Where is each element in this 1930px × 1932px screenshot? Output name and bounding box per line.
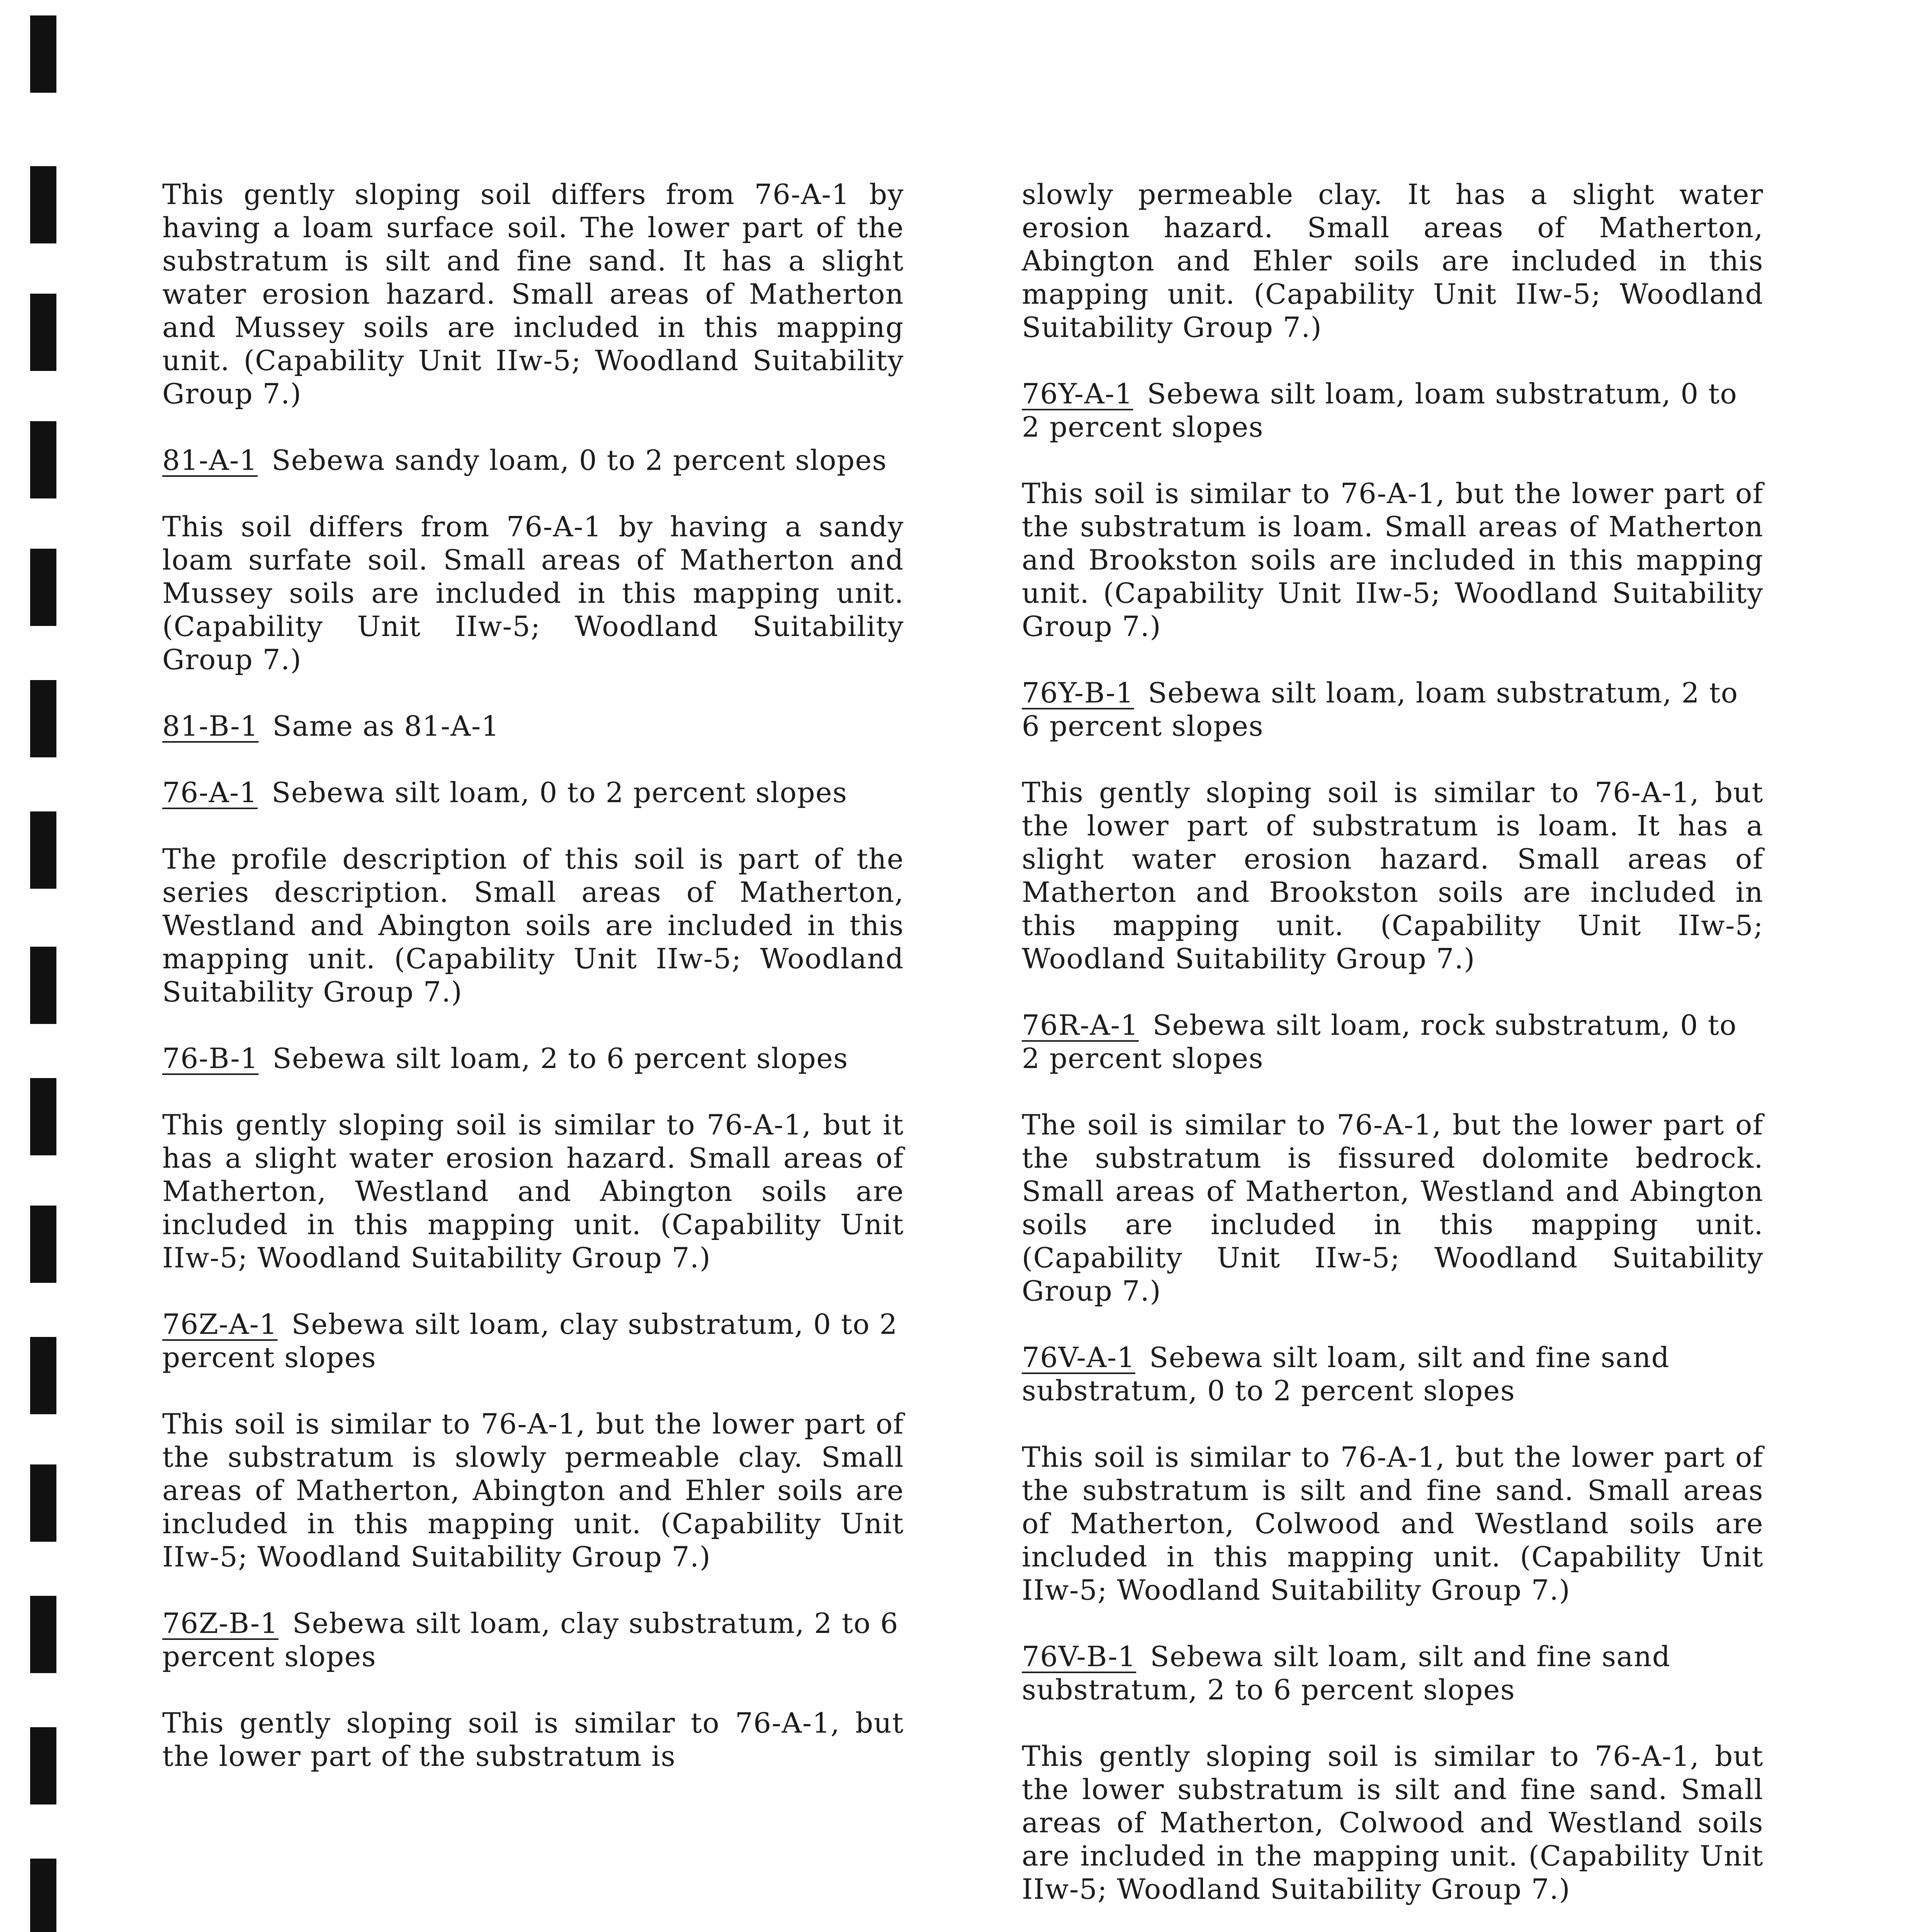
soil-unit-heading [162,1607,904,1673]
binding-mark [30,421,56,498]
binding-mark [30,1727,56,1804]
binding-mark [30,1464,56,1542]
soil-unit-code: 76V-B-1 [1022,1640,1137,1673]
soil-unit-title: Sebewa silt loam, rock substratum, 0 to 2 percent slopes [1022,1009,1737,1075]
soil-unit-title: Sebewa silt loam, loam substratum, 2 to 6 percent slopes [1022,677,1738,742]
block-gap [1022,975,1764,1009]
soil-unit-code: 76-A-1 [162,776,258,809]
description-paragraph: This gently sloping soil is similar to 76-A-1, but it has a slight water erosion hazard. Small areas of Matherton, Westland and Abington soils are included in this mapping unit. (Capability Unit IIw-5; Woodland Suitability Group 7.) [162,1109,904,1274]
block-gap [162,809,904,842]
soil-unit-title: Sebewa silt loam, clay substratum, 0 to 2 percent slopes [162,1308,898,1374]
binding-mark [30,294,56,371]
soil-unit-title: Sebewa silt loam, silt and fine sand substratum, 0 to 2 percent slopes [1022,1341,1670,1407]
description-paragraph: The soil is similar to 76-A-1, but the lower part of the substratum is fissured dolomite bedrock. Small areas of Matherton, Westland and Abington soils are included in this mapping unit. (Capability Unit IIw-5; Woodland Suitability Group 7.) [1022,1109,1764,1307]
description-paragraph: This gently sloping soil is similar to 76-A-1, but the lower part of the substratum is [162,1707,904,1772]
soil-unit-heading [1022,1009,1764,1075]
soil-unit-title: Sebewa silt loam, 2 to 6 percent slopes [272,1042,848,1075]
soil-unit-title: Sebewa silt loam, clay substratum, 2 to 6 percent slopes [162,1607,899,1673]
block-gap [162,1673,904,1706]
soil-unit-heading [162,709,904,743]
description-paragraph: The profile description of this soil is part of the series description. Small areas of Matherton, Westland and Abington soils are included in this mapping unit. (Capability Unit IIw-5; Woodland Suitability Group 7.) [162,843,904,1008]
binding-mark [30,1859,56,1932]
binding-mark [30,1206,56,1283]
block-gap [162,676,904,709]
soil-unit-title: Sebewa silt loam, silt and fine sand substratum, 2 to 6 percent slopes [1022,1640,1671,1706]
block-gap [162,477,904,510]
soil-unit-code: 76V-A-1 [1022,1341,1135,1374]
soil-unit-heading [162,1042,904,1075]
soil-unit-code: 76Y-A-1 [1022,378,1133,410]
soil-unit-heading [1022,1640,1764,1706]
soil-unit-heading [1022,676,1764,743]
block-gap [1022,743,1764,776]
soil-unit-title: Sebewa silt loam, 0 to 2 percent slopes [272,776,848,809]
description-paragraph: This soil is similar to 76-A-1, but the lower part of the substratum is slowly permeable clay. Small areas of Matherton, Abington and Ehler soils are included in this mapping unit. (Capability Unit IIw-5; Woodland Suitability Group 7.) [162,1408,904,1573]
binding-mark [30,811,56,889]
block-gap [1022,1407,1764,1440]
left-column [162,178,904,1773]
binding-mark [30,1337,56,1414]
soil-unit-code: 81-B-1 [162,710,259,742]
binding-mark [30,947,56,1024]
binding-mark [30,1078,56,1155]
soil-unit-code: 76R-A-1 [1022,1009,1139,1041]
soil-unit-title: Same as 81-A-1 [272,710,500,742]
right-column [1022,178,1764,1906]
block-gap [1022,1706,1764,1740]
block-gap [162,410,904,444]
description-paragraph: This gently sloping soil is similar to 76-A-1, but the lower part of substratum is loam. It has a slight water erosion hazard. Small areas of Matherton and Brookston soils are included in this mapping unit. (Capability Unit IIw-5; Woodland Suitability Group 7.) [1022,776,1764,975]
binding-mark [30,1596,56,1673]
soil-unit-title: Sebewa sandy loam, 0 to 2 percent slopes [272,444,887,476]
block-gap [162,1573,904,1607]
description-paragraph: This gently sloping soil differs from 76-A-1 by having a loam surface soil. The lower part of the substratum is silt and fine sand. It has a slight water erosion hazard. Small areas of Matherton and Mussey soils are included in this mapping unit. (Capability Unit IIw-5; Woodland Suitability Group 7.) [162,178,904,410]
soil-unit-heading [162,1308,904,1374]
soil-unit-heading [1022,377,1764,444]
block-gap [1022,1075,1764,1108]
description-paragraph: This soil is similar to 76-A-1, but the lower part of the substratum is silt and fine sand. Small areas of Matherton, Colwood and Westland soils are included in this mapping unit. (Capability Unit IIw-5; Woodland Suitability Group 7.) [1022,1441,1764,1606]
block-gap [1022,1308,1764,1341]
binding-mark [30,15,56,93]
soil-unit-heading [162,444,904,477]
block-gap [162,743,904,776]
soil-unit-heading [1022,1341,1764,1407]
binding-mark [30,680,56,757]
soil-unit-code: 81-A-1 [162,444,258,476]
description-paragraph: This soil differs from 76-A-1 by having a sandy loam surfate soil. Small areas of Matherton and Mussey soils are included in this mapping unit. (Capability Unit IIw-5; Woodland Suitability Group 7.) [162,510,904,676]
soil-unit-code: 76Z-A-1 [162,1308,278,1340]
description-paragraph: slowly permeable clay. It has a slight water erosion hazard. Small areas of Matherton, Abington and Ehler soils are included in this mapping unit. (Capability Unit IIw-5; Woodland Suitability Group 7.) [1022,178,1764,344]
soil-unit-code: 76Z-B-1 [162,1607,279,1639]
block-gap [162,1009,904,1042]
block-gap [1022,344,1764,377]
block-gap [162,1274,904,1308]
block-gap [162,1374,904,1407]
block-gap [1022,643,1764,676]
binding-mark [30,549,56,626]
block-gap [1022,1607,1764,1640]
soil-unit-title: Sebewa silt loam, loam substratum, 0 to 2 percent slopes [1022,378,1738,443]
soil-unit-heading [162,776,904,809]
description-paragraph: This gently sloping soil is similar to 76-A-1, but the lower substratum is silt and fine sand. Small areas of Matherton, Colwood and Westland soils are included in the mapping unit. (Capability Unit IIw-5; Woodland Suitability Group 7.) [1022,1740,1764,1905]
soil-unit-code: 76Y-B-1 [1022,677,1134,709]
soil-unit-code: 76-B-1 [162,1042,259,1075]
block-gap [162,1075,904,1108]
block-gap [1022,444,1764,477]
description-paragraph: This soil is similar to 76-A-1, but the lower part of the substratum is loam. Small areas of Matherton and Brookston soils are included in this mapping unit. (Capability Unit IIw-5; Woodland Suitability Group 7.) [1022,477,1764,643]
binding-mark [30,166,56,243]
